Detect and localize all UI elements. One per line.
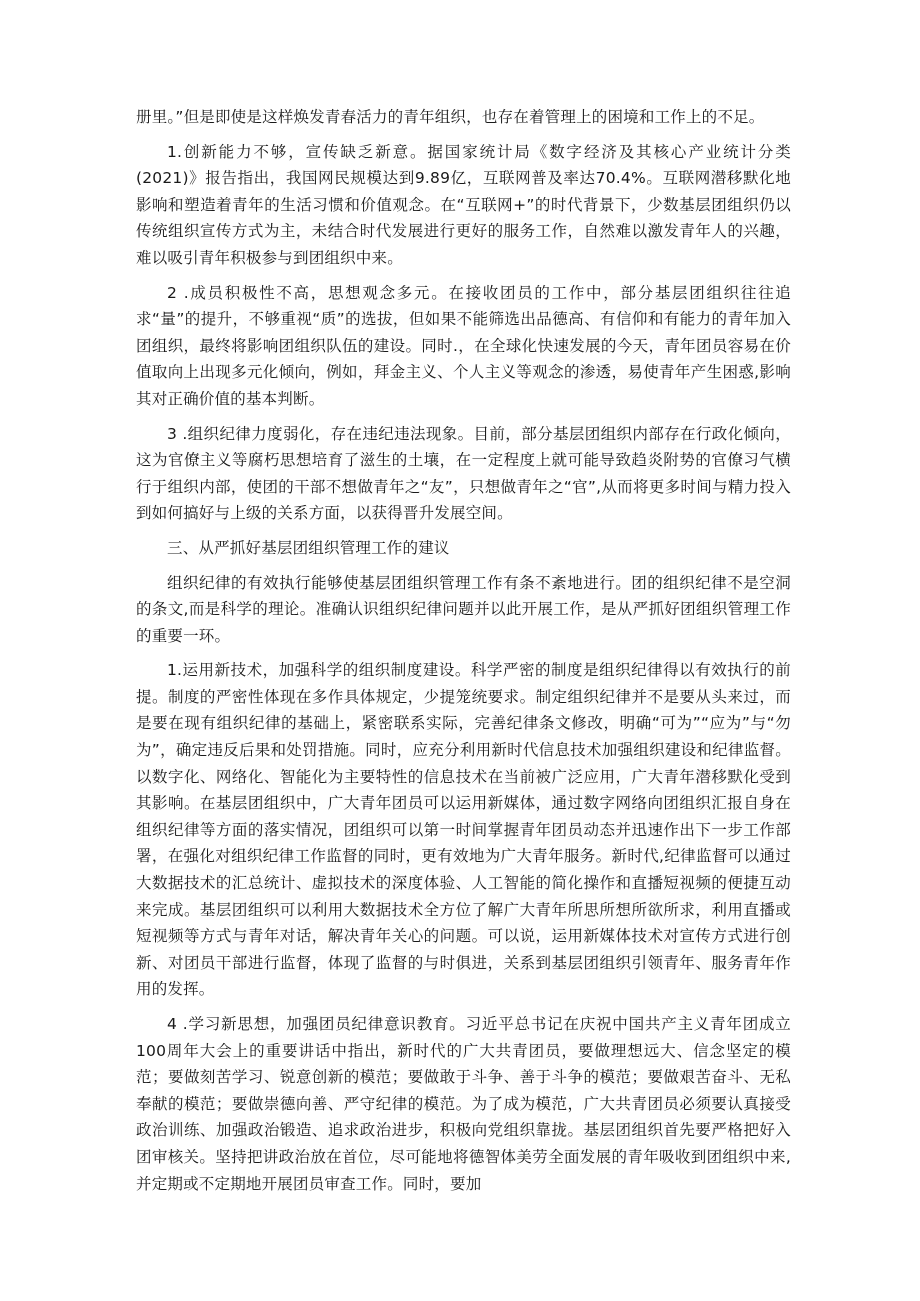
paragraph-suggestion-1-technology: 1.运用新技术，加强科学的组织制度建设。科学严密的制度是组织纪律得以有效执行的前提。制度的严密性体现在多作具体规定，少提笼统要求。制定组织纪律并不是要从头来过，而是要在现有组织纪律的基础上，紧密联系实际，完善纪律条文修改，明确“可为”“应为”与“勿为”，确定违反后果和处罚措施。同时，应充分利用新时代信息技术加强组织建设和纪律监督。以数字化、网络化、智能化为主要特性的信息技术在当前被广泛应用，广大青年潜移默化受到其影响。在基层团组织中，广大青年团员可以运用新媒体，通过数字网络向团组织汇报自身在组织纪律等方面的落实情况，团组织可以第一时间掌握青年团员动态并迅速作出下一步工作部署，在强化对组织纪律工作监督的同时，更有效地为广大青年服务。新时代,纪律监督可以通过大数据技术的汇总统计、虚拟技术的深度体验、人工智能的简化操作和直播短视频的便捷互动来完成。基层团组织可以利用大数据技术全方位了解广大青年所思所想所欲所求，利用直播或短视频等方式与青年对话，解决青年关心的问题。可以说，运用新媒体技术对宣传方式进行创新、对团员干部进行监督，体现了监督的与时俱进，关系到基层团组织引领青年、服务青年作用的发挥。: [136, 661, 791, 999]
paragraph-continuation: 册里。”但是即使是这样焕发青春活力的青年组织，也存在着管理上的困境和工作上的不足。: [136, 108, 765, 126]
paragraph-point-1-innovation: 1.创新能力不够，宣传缺乏新意。据国家统计局《数字经济及其核心产业统计分类(2021)》报告指出，我国网民规模达到9.89亿，互联网普及率达70.4%。互联网潜移默化地影响和塑造着青年的生活习惯和价值观念。在“互联网+”的时代背景下，少数基层团组织仍以传统组织宣传方式为主，未结合时代发展进行更好的服务工作，自然难以激发青年人的兴趣，难以吸引青年积极参与到团组织中来。: [136, 142, 791, 267]
paragraph-intro-suggestions: 组织纪律的有效执行能够使基层团组织管理工作有条不紊地进行。团的组织纪律不是空洞的条文,而是科学的理论。准确认识组织纪律问题并以此开展工作，是从严抓好团组织管理工作的重要一环。: [136, 573, 791, 645]
paragraph-point-3-discipline: 3 .组织纪律力度弱化，存在违纪违法现象。目前，部分基层团组织内部存在行政化倾向，这为官僚主义等腐朽思想培育了滋生的土壤，在一定程度上就可能导致趋炎附势的官僚习气横行于组织内部，使团的干部不想做青年之“友”，只想做青年之“官”,从而将更多时间与精力投入到如何搞好与上级的关系方面，以获得晋升发展空间。: [136, 424, 791, 523]
paragraph-point-2-members: 2 .成员积极性不高，思想观念多元。在接收团员的工作中，部分基层团组织往往追求“量”的提升，不够重视“质”的选拔，但如果不能筛选出品德高、有信仰和有能力的青年加入团组织，最终将影响团组织队伍的建设。同时.，在全球化快速发展的今天，青年团员容易在价值取向上出现多元化倾向，例如，拜金主义、个人主义等观念的渗透，易使青年产生困惑,影响其对正确价值的基本判断。: [136, 283, 791, 408]
document-page: [136, 104, 791, 1205]
paragraph-suggestion-4-education: 4 .学习新思想，加强团员纪律意识教育。习近平总书记在庆祝中国共产主义青年团成立100周年大会上的重要讲话中指出，新时代的广大共青团员，要做理想远大、信念坚定的模范；要做刻苦学习、锐意创新的模范；要做敢于斗争、善于斗争的模范；要做艰苦奋斗、无私奉献的模范；要做崇德向善、严守纪律的模范。为了成为模范，广大共青团员必须要认真接受政治训练、加强政治锻造、追求政治进步，积极向党组织靠拢。基层团组织首先要严格把好入团审核关。坚持把讲政治放在首位，尽可能地将德智体美劳全面发展的青年吸收到团组织中来,并定期或不定期地开展团员审查工作。同时，要加: [136, 1015, 791, 1193]
section-heading-suggestions: 三、从严抓好基层团组织管理工作的建议: [167, 538, 450, 557]
